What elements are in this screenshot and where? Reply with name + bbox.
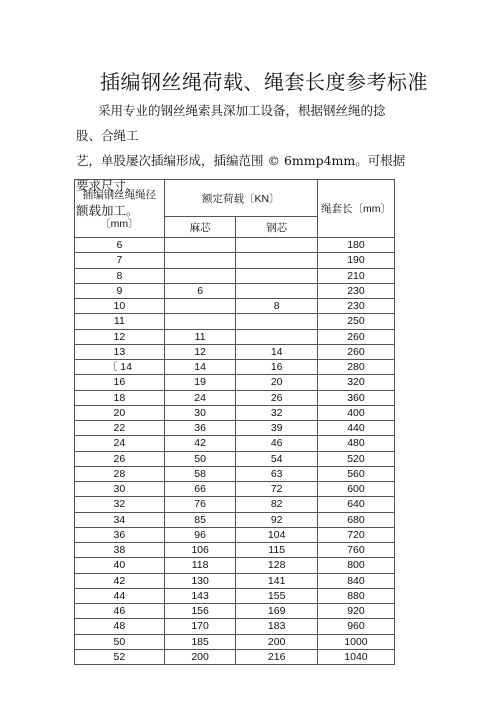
cell-diameter: 7 [75,253,165,268]
cell-steel-load: 54 [236,451,317,466]
table-row [75,527,395,542]
cell-hemp-load: 42 [164,436,236,451]
cell-hemp-load: 12 [164,344,236,359]
cell-steel-load: 92 [236,512,317,527]
cell-hemp-load: 11 [164,329,236,344]
table-row [75,268,395,283]
cell-steel-load [236,253,317,268]
cell-steel-load: 46 [236,436,317,451]
cell-length: 880 [317,588,394,603]
cell-length: 560 [317,466,394,481]
cell-hemp-load: 85 [164,512,236,527]
cell-length: 840 [317,573,394,588]
table-row [75,344,395,359]
cell-hemp-load: 200 [164,649,236,664]
cell-length: 230 [317,283,394,298]
cell-diameter: 48 [75,619,165,634]
cell-steel-load: 14 [236,344,317,359]
cell-diameter: 13 [75,344,165,359]
header-steel-core: 钢芯 [236,217,317,238]
table-row [75,497,395,512]
cell-hemp-load [164,299,236,314]
cell-diameter: 8 [75,268,165,283]
cell-hemp-load: 6 [164,283,236,298]
cell-hemp-load: 130 [164,573,236,588]
cell-diameter: 18 [75,390,165,405]
intro-line-1: 采用专业的钢丝绳索具深加工设备，根据钢丝绳的捻股、合绳工 [76,103,386,143]
cell-length: 600 [317,482,394,497]
cell-steel-load: 155 [236,588,317,603]
cell-steel-load: 72 [236,482,317,497]
table-row [75,649,395,664]
cell-diameter: 20 [75,405,165,420]
cell-length: 190 [317,253,394,268]
cell-diameter: 16 [75,375,165,390]
cell-diameter: 36 [75,527,165,542]
cell-diameter: 24 [75,436,165,451]
cell-hemp-load: 96 [164,527,236,542]
cell-diameter: 38 [75,543,165,558]
table-row [75,588,395,603]
cell-length: 800 [317,558,394,573]
table-row [75,451,395,466]
table-row [75,405,395,420]
table-row [75,283,395,298]
table-row [75,604,395,619]
cell-diameter: 34 [75,512,165,527]
cell-hemp-load: 24 [164,390,236,405]
cell-hemp-load: 156 [164,604,236,619]
table-row [75,238,395,253]
cell-diameter: 9 [75,283,165,298]
cell-length: 480 [317,436,394,451]
table-row [75,375,395,390]
cell-steel-load: 115 [236,543,317,558]
cell-hemp-load: 36 [164,421,236,436]
table-row [75,360,395,375]
cell-diameter: 6 [75,238,165,253]
cell-length: 520 [317,451,394,466]
cell-steel-load: 32 [236,405,317,420]
cell-length: 280 [317,360,394,375]
table-row [75,253,395,268]
cell-steel-load: 63 [236,466,317,481]
cell-hemp-load: 143 [164,588,236,603]
spec-table [74,179,395,665]
table-row [75,634,395,649]
cell-diameter: 50 [75,634,165,649]
cell-length: 1040 [317,649,394,664]
cell-length: 210 [317,268,394,283]
cell-hemp-load: 185 [164,634,236,649]
table-row [75,421,395,436]
cell-diameter: 10 [75,299,165,314]
cell-steel-load: 200 [236,634,317,649]
cell-length: 760 [317,543,394,558]
header-rated-load: 额定荷载〔KN〕 [164,180,317,217]
cell-diameter: 12 [75,329,165,344]
cell-steel-load [236,314,317,329]
cell-diameter: 28 [75,466,165,481]
table-row [75,390,395,405]
header-diameter: 插编钢丝绳绳径 〔mm〕 [75,180,165,238]
cell-steel-load: 16 [236,360,317,375]
cell-steel-load: 128 [236,558,317,573]
cell-diameter: 32 [75,497,165,512]
table-row [75,329,395,344]
table-row [75,482,395,497]
table-row [75,314,395,329]
cell-steel-load [236,283,317,298]
cell-length: 230 [317,299,394,314]
cell-steel-load: 82 [236,497,317,512]
cell-steel-load: 8 [236,299,317,314]
cell-length: 180 [317,238,394,253]
cell-length: 320 [317,375,394,390]
table-row [75,466,395,481]
cell-steel-load: 104 [236,527,317,542]
cell-length: 920 [317,604,394,619]
cell-hemp-load: 19 [164,375,236,390]
cell-steel-load: 26 [236,390,317,405]
table-row [75,299,395,314]
cell-hemp-load [164,314,236,329]
cell-steel-load: 216 [236,649,317,664]
cell-length: 250 [317,314,394,329]
cell-diameter: 46 [75,604,165,619]
table-row [75,619,395,634]
cell-hemp-load [164,253,236,268]
cell-diameter: 44 [75,588,165,603]
cell-hemp-load: 66 [164,482,236,497]
cell-length: 680 [317,512,394,527]
table-row [75,436,395,451]
cell-hemp-load: 30 [164,405,236,420]
cell-steel-load [236,238,317,253]
cell-hemp-load: 58 [164,466,236,481]
table-row [75,558,395,573]
intro-line-3: 额载加工。 [76,203,139,218]
cell-hemp-load [164,238,236,253]
cell-hemp-load: 76 [164,497,236,512]
cell-steel-load [236,329,317,344]
cell-diameter: 26 [75,451,165,466]
cell-steel-load: 183 [236,619,317,634]
cell-diameter: 22 [75,421,165,436]
header-hemp-core: 麻芯 [164,217,236,238]
cell-length: 360 [317,390,394,405]
cell-hemp-load: 118 [164,558,236,573]
cell-length: 400 [317,405,394,420]
cell-length: 440 [317,421,394,436]
cell-length: 260 [317,344,394,359]
cell-length: 1000 [317,634,394,649]
page-title: 插编钢丝绳荷载、绳套长度参考标准 [100,70,428,94]
cell-steel-load: 20 [236,375,317,390]
cell-length: 960 [317,619,394,634]
cell-diameter: 〔 14 [75,360,165,375]
cell-hemp-load: 106 [164,543,236,558]
cell-steel-load [236,268,317,283]
cell-diameter: 52 [75,649,165,664]
cell-hemp-load: 50 [164,451,236,466]
cell-hemp-load: 170 [164,619,236,634]
cell-steel-load: 141 [236,573,317,588]
cell-steel-load: 39 [236,421,317,436]
cell-hemp-load: 14 [164,360,236,375]
header-sling-length: 绳套长〔mm〕 [317,180,394,238]
cell-steel-load: 169 [236,604,317,619]
cell-diameter: 42 [75,573,165,588]
cell-length: 720 [317,527,394,542]
cell-length: 260 [317,329,394,344]
cell-diameter: 11 [75,314,165,329]
cell-diameter: 40 [75,558,165,573]
table-row [75,512,395,527]
cell-hemp-load [164,268,236,283]
cell-diameter: 30 [75,482,165,497]
table-row [75,543,395,558]
table-row [75,573,395,588]
intro-line-2: 艺，单股屡次插编形成，插编范围 © 6mmp4mm。可根据要求尺寸、 [76,153,406,193]
cell-length: 640 [317,497,394,512]
table-body [75,238,395,665]
